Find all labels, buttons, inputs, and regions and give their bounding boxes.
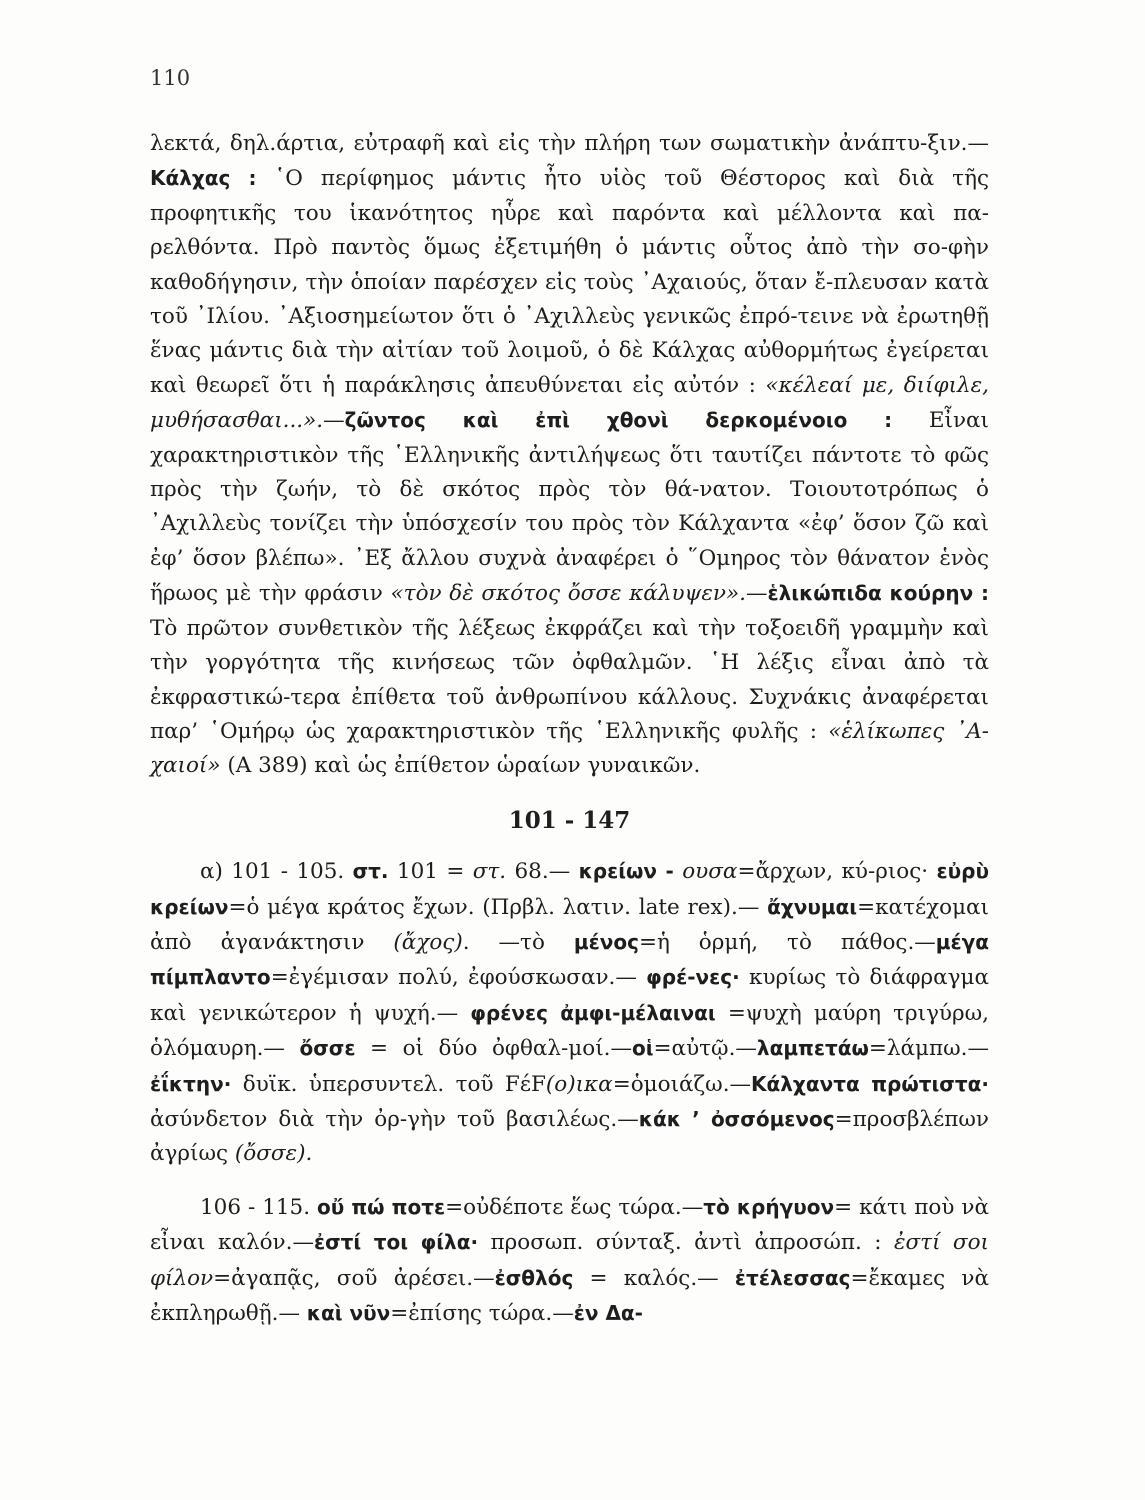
lemma: μένος <box>573 929 639 954</box>
lemma: τὸ κρήγυον <box>703 1194 835 1219</box>
lemma: καὶ νῦν <box>306 1301 391 1325</box>
lemma: εὐρὺ κρείων <box>150 859 989 919</box>
text-run: =αὐτῷ.— <box>653 1036 757 1062</box>
text-run: =ὁ μέγα κράτος ἔχων. (Πρβλ. λατιν. late rex).— <box>228 894 768 920</box>
italic-run: ἐστί σοι φίλον <box>150 1230 989 1291</box>
text-run: =κατέχομαι ἀπὸ ἀγανάκτησιν <box>150 894 989 955</box>
lemma: μέγα πίμπλαντο <box>150 929 989 990</box>
text-run: 101 = <box>388 859 473 885</box>
text-run: =λάμπω.— <box>868 1036 990 1062</box>
paragraph-gap <box>150 1172 989 1190</box>
text-run: =ἄρχων, κύ-ριος· <box>737 859 937 885</box>
lemma: ζῶντος καὶ ἐπὶ χθονὶ δερκομένοιο : <box>344 408 893 433</box>
commentary-paragraph-1 <box>150 127 989 784</box>
text-run: . —τὸ <box>462 929 574 955</box>
text-run: =προσβλέπων ἀγρίως <box>150 1106 989 1167</box>
text-run: =ψυχὴ μαύρη τριγύρω, ὁλόμαυρη.— <box>150 1000 990 1062</box>
text-run: = κάτι ποὺ νὰ εἶναι καλόν.— <box>150 1194 989 1256</box>
lemma: ἐστί τοι φίλα· <box>313 1230 479 1255</box>
text-run: =ἐπίσης τώρα.— <box>390 1301 574 1326</box>
text-run: =ἀγαπᾷς, σοῦ ἀρέσει.— <box>213 1265 495 1291</box>
text-run: Τὸ πρῶτον συνθετικὸν τῆς λέξεως ἐκφράζει καὶ τὴν τοξοειδῆ γραμμὴν καὶ τὴν γοργότητα τῆς κινήσεως τῶν ὀφθαλμῶν. ῾Η λέξις εἶναι ἀπὸ τὰ ἐκφραστικώ-τερα ἐπίθετα τοῦ ἀνθρωπίνου κάλλους. Συχνάκις ἀναφέρεται παρ’ ῾Ομήρῳ ὡς χαρακτηριστικὸν τῆς ῾Ελληνικῆς φυλῆς : <box>150 615 989 744</box>
section-heading: 101 - 147 <box>508 806 631 834</box>
text-run: 106 - 115. <box>200 1194 318 1220</box>
text-run: = οἱ δύο ὀφθαλ-μοί.— <box>355 1036 632 1062</box>
text-run: προσωπ. σύνταξ. ἀντὶ ἀπροσώπ. : <box>478 1230 894 1256</box>
quotation: «κέλεαί με, διίφιλε, μυθήσασθαι...». <box>150 372 990 434</box>
lemma: ἐν Δα- <box>573 1301 643 1325</box>
lemma: κρείων - <box>578 859 674 884</box>
text-run: (Α 389) καὶ ὡς ἐπίθετον ὡραίων γυναικῶν. <box>220 753 701 779</box>
italic-run: (ἄχος) <box>393 929 463 955</box>
lemma: οἱ <box>632 1036 654 1061</box>
italic-run: στ. <box>472 859 507 885</box>
text-run: = καλός.— <box>573 1265 735 1291</box>
italic-run: ουσα <box>682 859 738 885</box>
text-run: — <box>745 581 768 607</box>
text-run: =ἡ ὁρμή, τὸ πάθος.— <box>638 929 936 955</box>
text-run: ἀσύνδετον διὰ τὴν ὀρ-γὴν τοῦ βασιλέως.— <box>150 1106 639 1132</box>
text-run: α) 101 - 105. <box>200 859 353 885</box>
lemma: ἐσθλός <box>494 1265 574 1290</box>
page-body <box>150 127 989 1331</box>
commentary-paragraph-2 <box>150 854 989 1172</box>
lemma: φρέ-νες· <box>646 965 740 990</box>
lemma: ὄσσε <box>299 1036 356 1061</box>
lemma: φρένες ἀμφι-μέλαιναι <box>470 1000 716 1025</box>
text-run: Εἶναι χαρακτηριστικὸν τῆς ῾Ελληνικῆς ἀντιλήψεως ὅτι ταυτίζει πάντοτε τὸ φῶς πρὸς τὴν ζωήν, τὸ δὲ σκότος πρὸς τὸν θά-νατον. Τοιουτοτρόπως ὁ ᾿Αχιλλεὺς τονίζει τὴν ὑπόσχεσίν του πρὸς τὸν Κάλχαντα «ἐφ’ ὅσον ζῶ καὶ ἐφ’ ὅσον βλέπω». ᾿Εξ ἄλλου συχνὰ ἀναφέρει ὁ ῞Ομηρος τὸν θάνατον ἑνὸς ἥρωος μὲ τὴν φράσιν <box>150 408 989 607</box>
text-run: =οὐδέποτε ἕως τώρα.— <box>445 1194 704 1220</box>
lemma: Κάλχαντα πρώτιστα· <box>751 1071 989 1096</box>
italic-run: (ὄσσε). <box>234 1141 313 1167</box>
text-run: — <box>323 408 345 434</box>
lemma: λαμπετάω <box>756 1036 869 1061</box>
text-run: δυϊκ. ὑπερσυντελ. τοῦ FέF <box>231 1071 546 1097</box>
lemma: ἐΐκτην· <box>150 1071 232 1096</box>
quotation: «τὸν δὲ σκότος ὄσσε κάλυψεν». <box>390 581 746 607</box>
lemma: ἐτέλεσσας <box>734 1265 851 1290</box>
text-run: κυρίως τὸ διάφραγμα καὶ γενικώτερον ἡ ψυχή.— <box>150 965 989 1026</box>
text-run: 68.— <box>506 859 579 885</box>
lemma: κάκ ’ ὀσσόμενος <box>638 1106 835 1131</box>
text-run: λεκτά, δηλ.άρτια, εὐτραφῆ καὶ εἰς τὴν πλήρη των σωματικὴν ἀνάπτυ-ξιν.— <box>150 131 989 156</box>
text-run: =ἐγέμισαν πολύ, ἐφούσκωσαν.— <box>270 965 647 991</box>
italic-run: (ο)ικα <box>545 1071 613 1097</box>
quotation: «ἑλίκωπες ᾿Α-χαιοί» <box>150 718 989 779</box>
text-run: =ὁμοιάζω.— <box>612 1071 752 1097</box>
lemma: οὔ πώ ποτε <box>317 1194 446 1219</box>
commentary-paragraph-3 <box>150 1190 989 1332</box>
lemma: ἄχνυμαι <box>767 894 858 919</box>
page-number: 110 <box>150 66 191 90</box>
lemma: στ. <box>352 859 389 884</box>
text-run <box>674 859 682 884</box>
text-run: ῾Ο περίφημος μάντις ἦτο υἱὸς τοῦ Θέστορος καὶ διὰ τῆς προφητικῆς του ἱκανότητος ηὗρε καὶ παρόντα καὶ μέλλοντα καὶ πα-ρελθόντα. Πρὸ παντὸς ὅμως ἐξετιμήθη ὁ μάντις οὗτος ἀπὸ τὴν σο-φὴν καθοδήγησιν, τὴν ὁποίαν παρέσχεν εἰς τοὺς ᾿Αχαιούς, ὅταν ἔ-πλευσαν κατὰ τοῦ ᾿Ιλίου. ᾿Αξιοσημείωτον ὅτι ὁ ᾿Αχιλλεὺς γενικῶς ἐπρό-τεινε νὰ ἐρωτηθῇ ἕνας μάντις διὰ τὴν αἰτίαν τοῦ λοιμοῦ, ὁ δὲ Κάλχας αὐθορμήτως ἐγείρεται καὶ θεωρεῖ ὅτι ἡ παράκλησις ἀπευθύνεται εἰς αὐτόν : <box>150 166 989 398</box>
lemma: Κάλχας : <box>150 166 257 191</box>
text-run: =ἔκαμες νὰ ἐκπληρωθῇ.— <box>150 1265 989 1326</box>
lemma: ἑλικώπιδα κούρην : <box>767 581 989 606</box>
